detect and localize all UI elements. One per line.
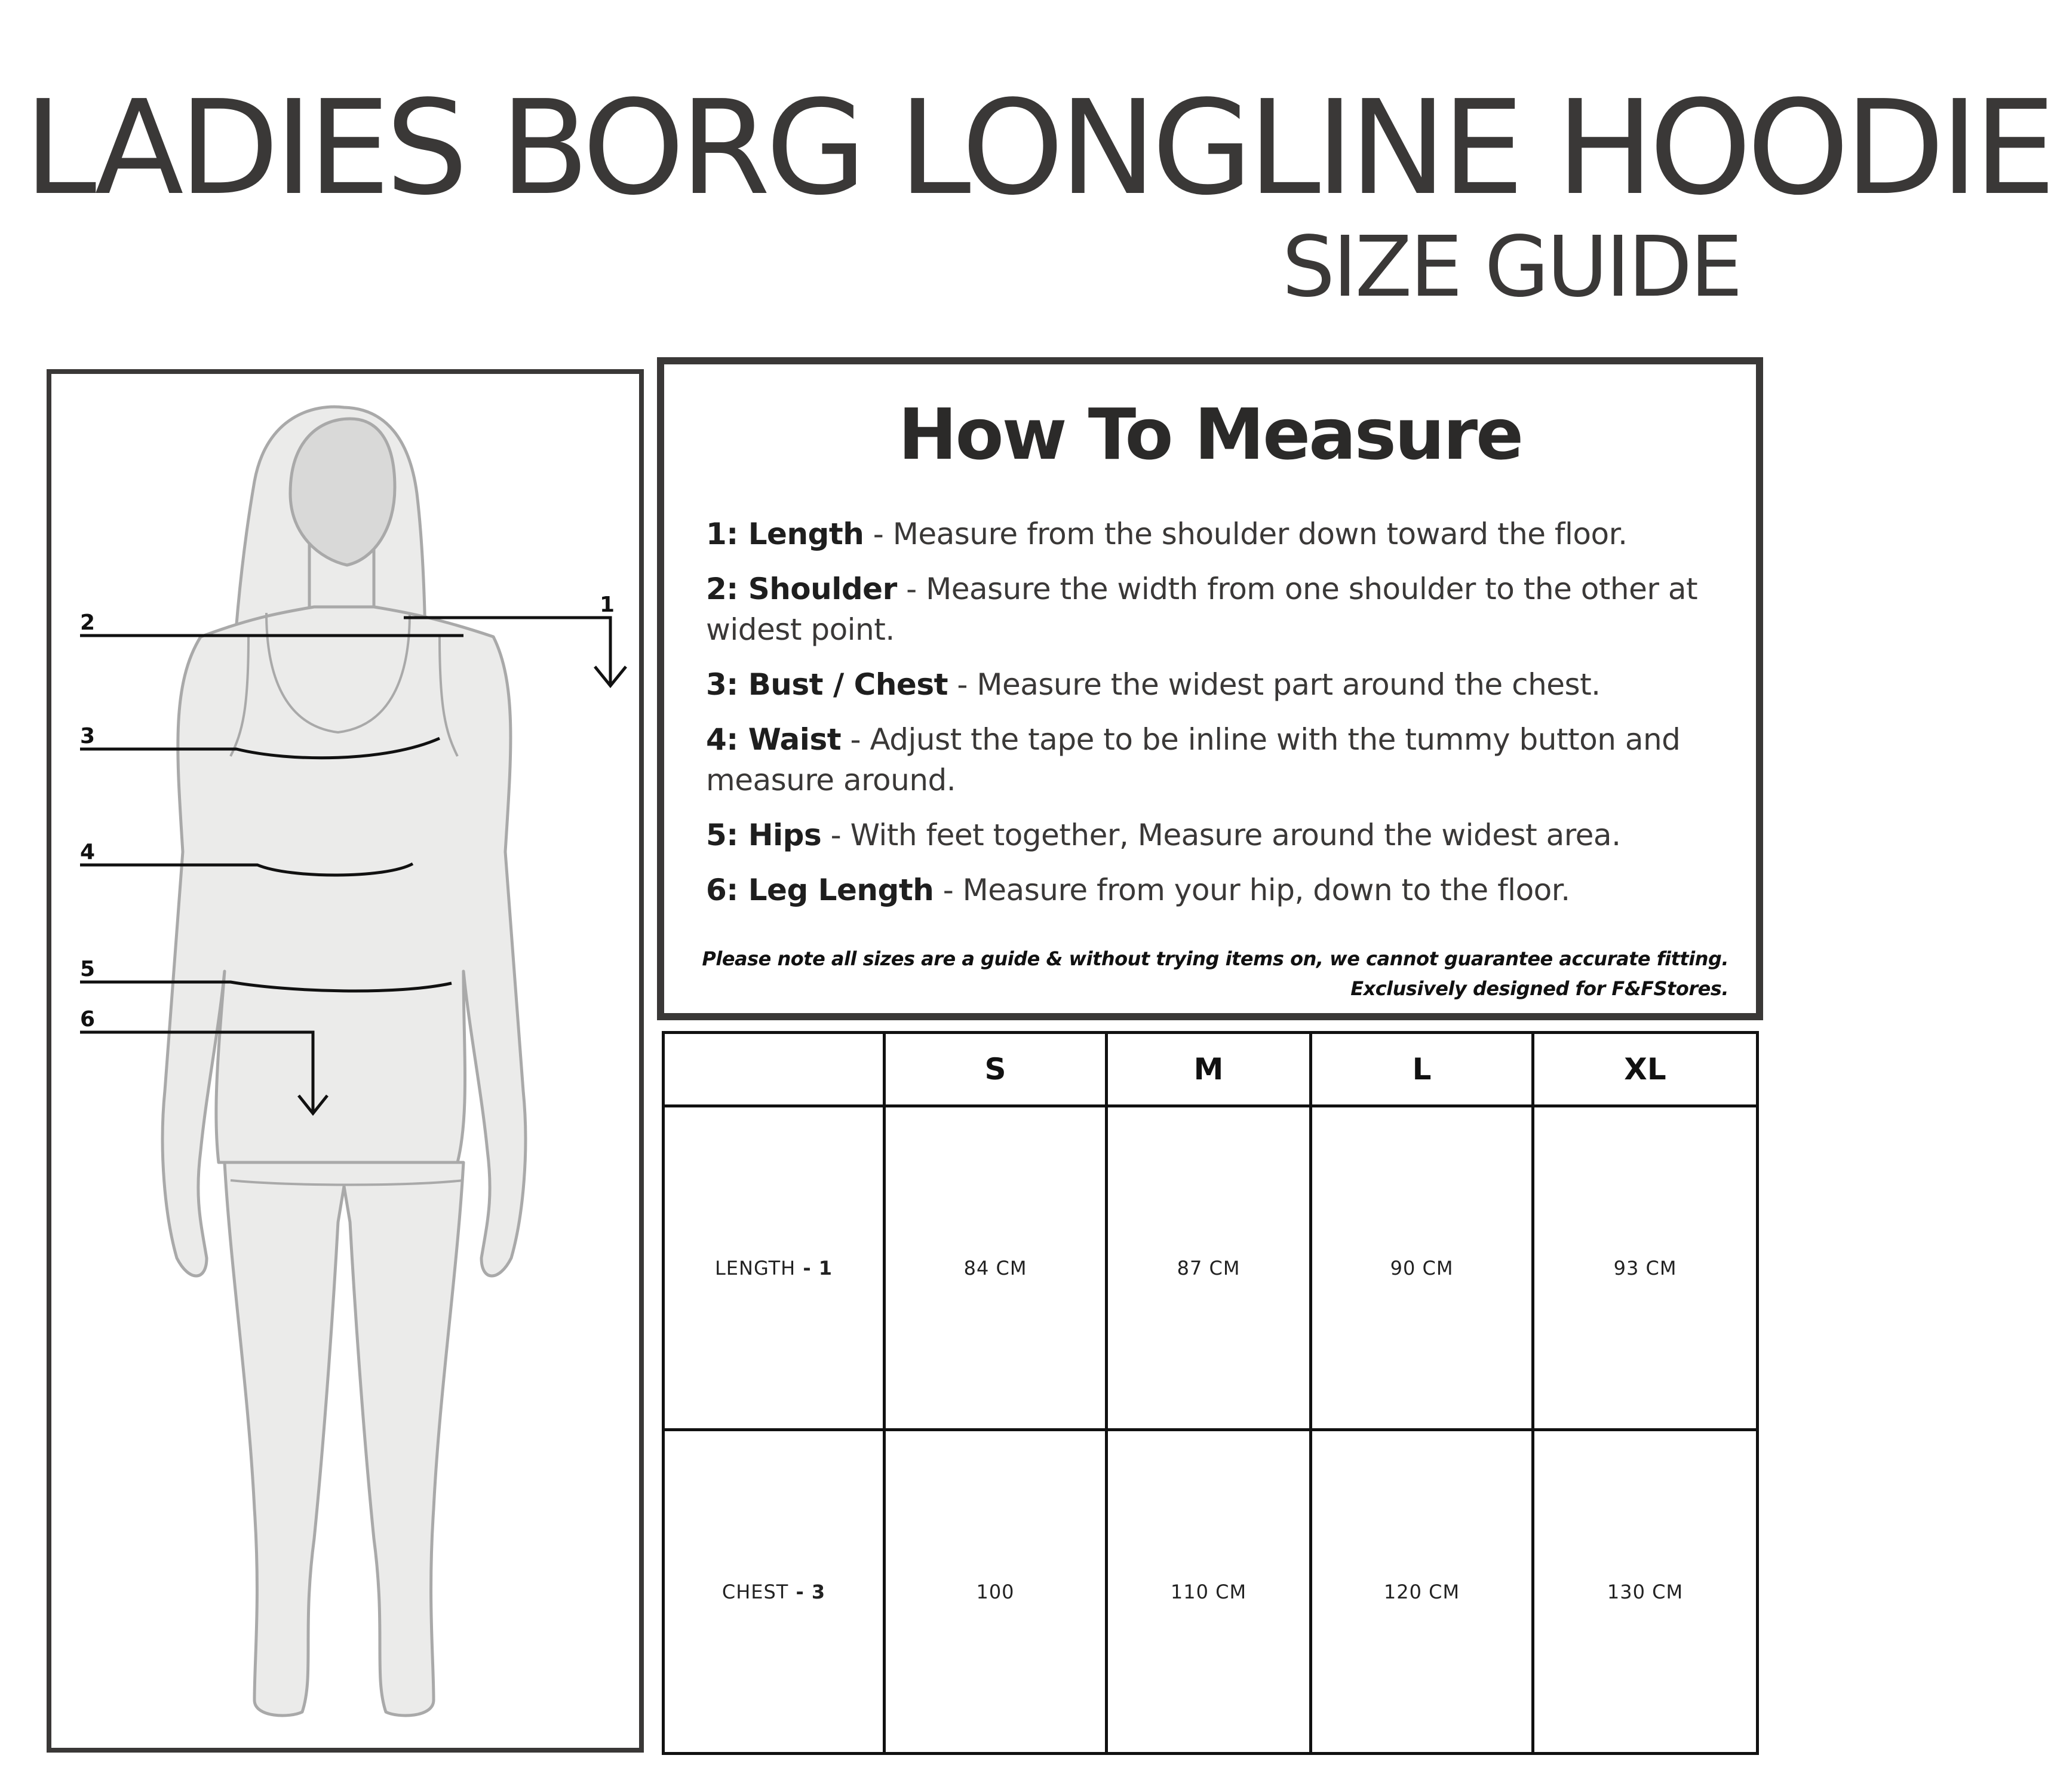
marker-5: 5 [80, 957, 96, 981]
step-length: 1: Length - Measure from the shoulder down toward the floor. [706, 517, 1628, 551]
page-subtitle: SIZE GUIDE [1282, 219, 1740, 316]
size-chart-table [662, 1031, 1759, 1755]
chest-s-value: 100 [885, 1430, 1107, 1754]
length-s-value: 84 CM [885, 1106, 1107, 1430]
body-silhouette-illustration [51, 374, 649, 1757]
step-hips: 5: Hips - With feet together, Measure around the widest area. [706, 818, 1621, 852]
page-title: LADIES BORG LONGLINE HOODIE [24, 73, 2051, 224]
step-waist: 4: Waist - Adjust the tape to be inline with the tummy button and measure around. [706, 722, 1681, 797]
designer-credit: Exclusively designed for F&FStores. [1350, 977, 1728, 1000]
how-to-measure-panel [657, 357, 1763, 1020]
row-label-length: LENGTH - 1 [664, 1106, 885, 1430]
chest-m-value: 110 CM [1107, 1430, 1311, 1754]
body-figure-panel [47, 369, 644, 1753]
marker-6: 6 [80, 1007, 96, 1032]
disclaimer-line: Please note all sizes are a guide & without trying items on, we cannot guarantee accurate fitting. [702, 947, 1728, 970]
marker-3: 3 [80, 724, 96, 748]
size-header-row [664, 1033, 1758, 1106]
length-m-value: 87 CM [1107, 1106, 1311, 1430]
row-label-chest: CHEST - 3 [664, 1430, 885, 1754]
measure-steps-list [706, 514, 1733, 925]
size-header-m: M [1107, 1033, 1311, 1106]
step-bust-chest: 3: Bust / Chest - Measure the widest part around the chest. [706, 667, 1601, 702]
table-row-chest [664, 1430, 1758, 1754]
disclaimer-note [702, 944, 1728, 1004]
size-header-s: S [885, 1033, 1107, 1106]
marker-4: 4 [80, 840, 96, 864]
length-l-value: 90 CM [1311, 1106, 1533, 1430]
header-blank-cell [664, 1033, 885, 1106]
legs-shape [225, 1162, 463, 1716]
chest-l-value: 120 CM [1311, 1430, 1533, 1754]
chest-xl-value: 130 CM [1533, 1430, 1758, 1754]
step-leg-length: 6: Leg Length - Measure from your hip, down to the floor. [706, 873, 1570, 907]
length-xl-value: 93 CM [1533, 1106, 1758, 1430]
marker-2: 2 [80, 610, 96, 635]
how-to-measure-title: How To Measure [898, 393, 1522, 475]
step-shoulder: 2: Shoulder - Measure the width from one shoulder to the other at widest point. [706, 572, 1698, 647]
marker-1: 1 [600, 593, 615, 617]
size-header-xl: XL [1533, 1033, 1758, 1106]
table-row-length [664, 1106, 1758, 1430]
size-header-l: L [1311, 1033, 1533, 1106]
